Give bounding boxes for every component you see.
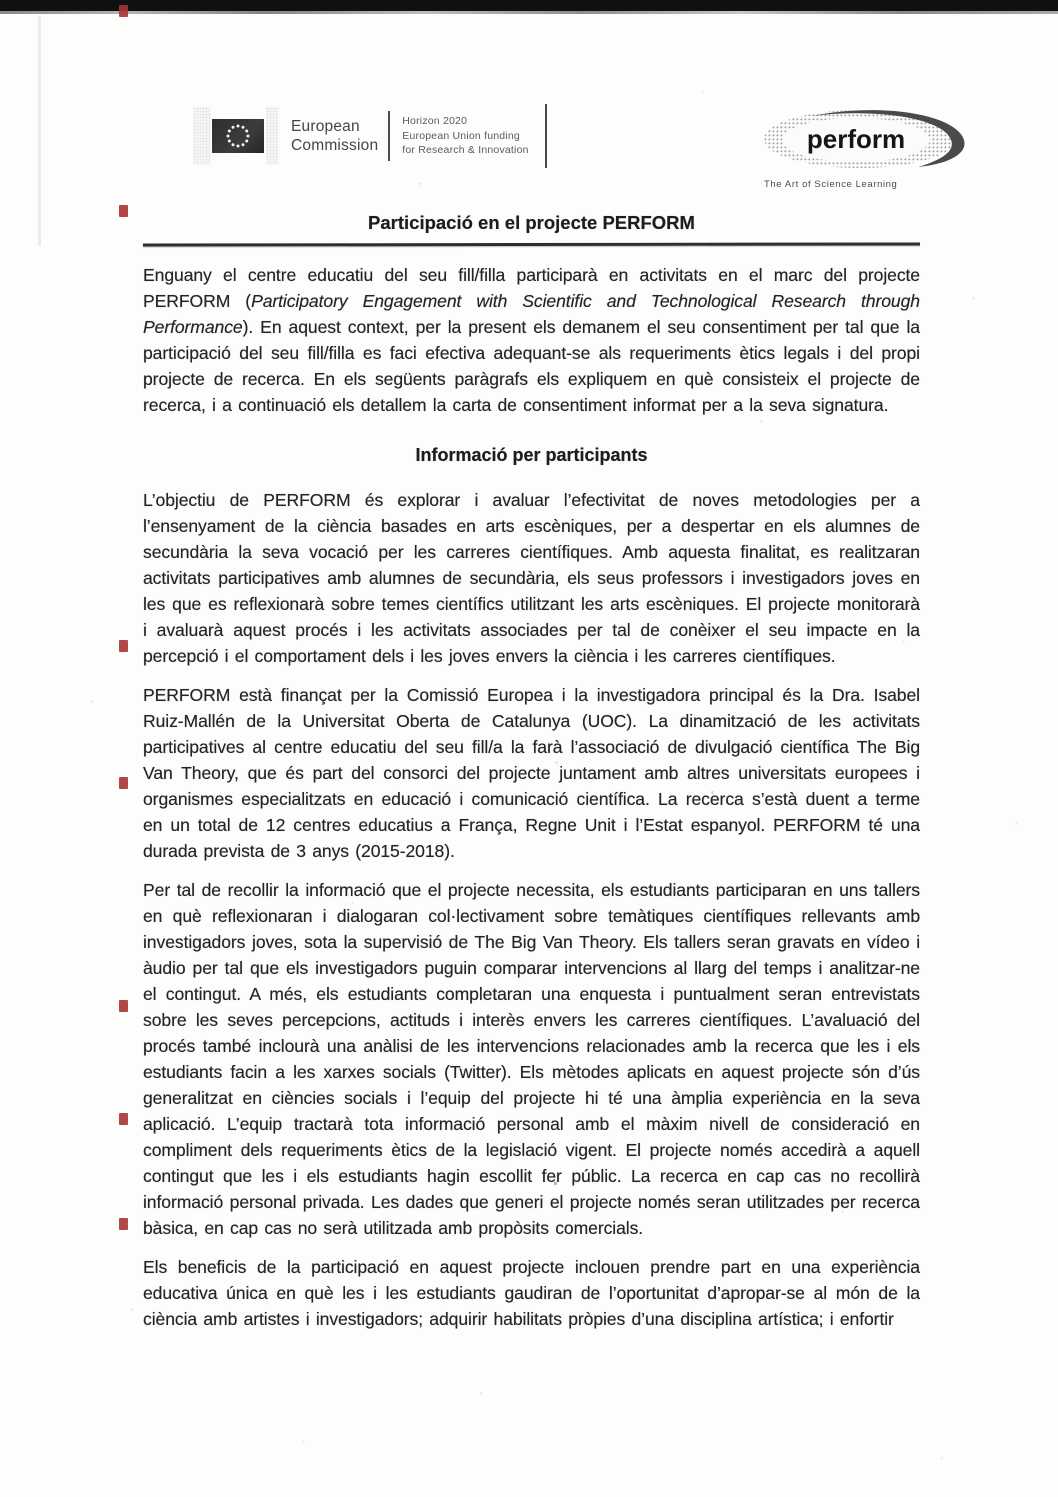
scan-smudge bbox=[193, 107, 210, 165]
intro-project-name-italic: Participatory Engagement with Scientific and Technological Research through Performance bbox=[143, 291, 920, 337]
section-heading: Informació per participants bbox=[415, 445, 648, 465]
paragraph-benefits: Els beneficis de la participació en aquest projecte inclouen prendre part en una experiència educativa única en què les i les estudiants gaudiran de l’oportunitat d’apropar-se al món de la ciència amb artistes i investigadors; adquirir habilitats pròpies d’una disciplina artística; i enfortir bbox=[143, 1257, 920, 1329]
scan-red-mark bbox=[119, 640, 128, 652]
funding-line2: European Union funding bbox=[402, 129, 520, 142]
scan-red-mark bbox=[119, 205, 128, 217]
scan-noise bbox=[0, 0, 1, 1]
scan-red-mark bbox=[119, 777, 128, 789]
european-commission-logo bbox=[193, 104, 547, 168]
header-divider-line bbox=[388, 111, 390, 161]
scan-red-mark bbox=[119, 1113, 128, 1125]
perform-wordmark: perform bbox=[806, 124, 906, 154]
paragraph-data-collection: Per tal de recollir la informació que el projecte necessita, els estudiants participaran en uns tallers en què reflexionaran i dialogaran col·lectivament sobre temàtiques científiques rellevants amb investigadors joves, sota la supervisió de The Big Van Theory. Els tallers seran gravats en vídeo i àudio per tal que els investigadors puguin comparar intervencions al llarg del temps i analitzar-ne el contingut. A més, els estudiants completaran una enquesta i puntualment seran entrevistats sobre les seves percepcions, actituds i interès envers les carreres científiques. L’avaluació del procés també inclourà una anàlisi de les intervencions relacionades amb la recerca que les i els estudiants facin a les xarxes socials (Twitter). Els mètodes aplicats en aquest projecte són d’ús generalitzat en ciències socials i l’equip del projecte hi té una àmplia experiència en la seva aplicació. L’equip tractarà tota informació personal amb el màxim nivell de consideració en compliment dels requeriments ètics de la legislació vigent. El projecte només accedirà a aquell contingut que les i els estudiants hagin escollit fer públic. La recerca en cap cas no recollirà informació personal privada. Les dades que generi el projecte només seran utilitzades per recerca bàsica, en cap cas no serà utilitzada amb propòsits comercials. bbox=[143, 880, 920, 1238]
ec-logo-text bbox=[291, 117, 378, 155]
scan-top-edge bbox=[0, 0, 1058, 11]
ec-logo-line2: Commission bbox=[291, 137, 379, 154]
perform-logo-icon bbox=[760, 106, 972, 170]
scan-red-mark bbox=[119, 1000, 128, 1012]
intro-part1: Enguany el centre educatiu del seu fill/filla participarà en activitats en el marc del projecte PERFORM ( bbox=[143, 265, 920, 311]
scan-left-fuzz bbox=[38, 16, 41, 246]
intro-paragraph bbox=[143, 262, 920, 418]
title-underline bbox=[143, 242, 920, 246]
perform-logo bbox=[760, 106, 972, 190]
document-body bbox=[0, 212, 1058, 1332]
funding-line3: for Research & Innovation bbox=[402, 144, 529, 157]
header bbox=[0, 0, 1058, 190]
funding-programme-text bbox=[402, 114, 528, 158]
scan-red-mark bbox=[119, 5, 128, 17]
perform-tagline: The Art of Science Learning bbox=[764, 179, 898, 190]
page-title: Participació en el projecte PERFORM bbox=[368, 212, 695, 233]
eu-flag-icon bbox=[212, 119, 264, 153]
scan-smudge bbox=[266, 107, 279, 165]
ec-logo-line1: European bbox=[291, 118, 360, 135]
scan-red-mark bbox=[119, 1218, 128, 1230]
paragraph-objective: L’objectiu de PERFORM és explorar i avaluar l’efectivitat de noves metodologies per a l’ensenyament de la ciència basades en arts escèniques, per a despertar en els alumnes de secundària la seva vocació per les carreres científiques. Amb aquesta finalitat, es realitzaran activitats participatives amb alumnes de secundària, els seus professors i investigadors joves en les que es reflexionarà sobre temes científics utilitzant les arts escèniques. El projecte monitorarà i avaluarà aquest procés i les activitats associades per tal de conèixer el seu impacte en la percepció i el comportament dels i les joves envers la ciència i les carreres científiques. bbox=[143, 490, 920, 666]
header-divider-line bbox=[545, 104, 547, 168]
funding-line1: Horizon 2020 bbox=[402, 115, 468, 128]
intro-part2: ). En aquest context, per la present els demanem el seu consentiment per tal que la participació del seu fill/filla es faci efectiva adequant-se als requeriments ètics legals i del propi projecte de recerca. En els següents paràgrafs els expliquem en què consisteix el projecte de recerca, i a continuació els detallem la carta de consentiment informat per a la seva signatura. bbox=[143, 317, 920, 415]
paragraph-funding: PERFORM està finançat per la Comissió Europea i la investigadora principal és la Dra. Isabel Ruiz-Mallén de la Universitat Oberta de Catalunya (UOC). La dinamització de les activitats participatives al centre educatiu del seu fill/a la farà l’associació de divulgació científica The Big Van Theory, que és part del consorci del projecte juntament amb altres universitats europees i organismes especialitzats en educació i comunicació científica. La recerca s’està duent a terme en un total de 12 centres educatius a França, Regne Unit i l’Estat espanyol. PERFORM té una durada prevista de 3 anys (2015-2018). bbox=[143, 685, 920, 861]
